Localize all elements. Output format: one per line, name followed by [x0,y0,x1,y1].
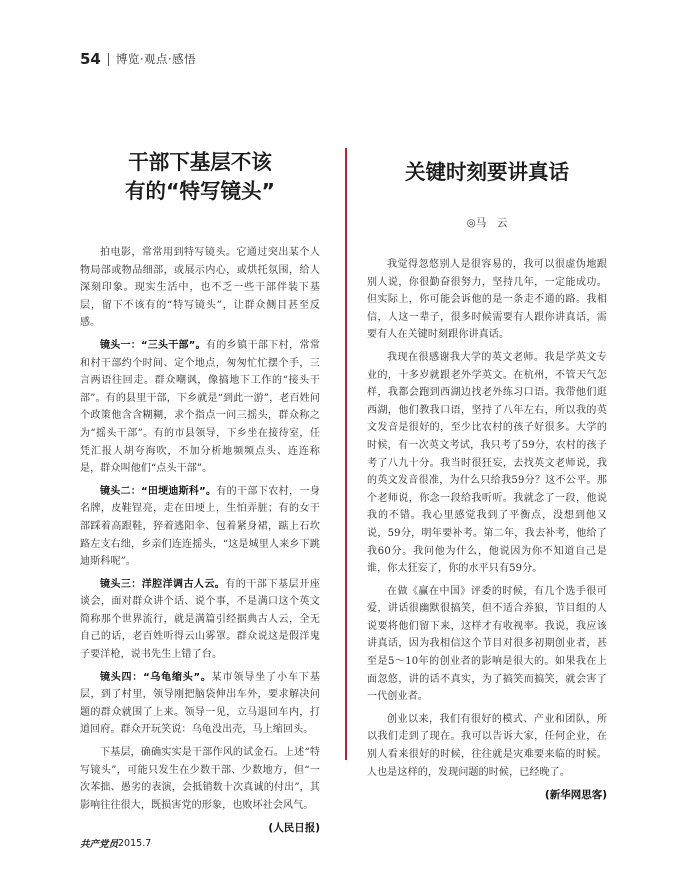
article-paragraph [80,576,320,664]
article-paragraph [367,583,607,706]
article-source: (人民日报) [268,822,320,835]
article-paragraph [80,744,320,814]
page-number: 54 [80,50,101,68]
article-title: 关键时刻要讲真话 [405,160,569,184]
paragraph-text: 创业以来，我们有很好的模式、产业和团队，所以我们走到了现在。我可以告诉大家，任何企业，在别人看来很好的时候，往往就是灾难要来临的时候。人也是这样的，发现问题的时候，已经晚了。 [367,713,607,778]
paragraph-heading: 镜头四：“乌龟缩头”。 [100,671,212,683]
paragraph-heading: 镜头三：洋腔洋调古人云。 [100,578,226,590]
paragraph-text: 我现在很感谢我大学的英文老师。我是学英文专业的，十多岁就跟老外学英文。在杭州，不管天气怎样，我都会跑到西湖边找老外练习口语。我带他们逛西湖，他们教我口语，坚持了八年左右，所以我的英文发音是很好的，至少比农村的孩子好很多。大学的时候，有一次英文考试，我只考了59分，农村的孩子考了八九十分。我当时很狂妄，去找英文老师说，我的英文发音很准，为什么只给我59分？这不公平。那个老师说，你念一段给我听听。我就念了一段，他说我的不错。我心里感觉我到了平衡点，没想到他又说，59分，明年要补考。第二年，我去补考，他给了我60分。我问他为什么，他说因为你不知道自己是谁，你太狂妄了，你的水平只有59分。 [367,351,607,575]
article-body [80,244,320,814]
article-paragraph [367,711,607,781]
section-title: 博览·观点·感悟 [115,52,197,66]
article-title-line2: 有的“特写镜头” [125,179,275,203]
article-left [80,148,320,835]
paragraph-text: 拍电影，常常用到特写镜头。它通过突出某个人物局部或物品细部，或展示内心，或烘托氛围，给人深刻印象。现实生活中，也不乏一些干部伴装下基层，留下不该有的“特写镜头”，让群众侧目甚至反感。 [80,247,320,329]
paragraph-text: 我觉得忽悠别人是很容易的，我可以很虚伪地跟别人说，你很勤奋很努力，坚持几年，一定能成功。但实际上，你可能会诉他的是一条走不通的路。我相信，人这一辈子，很多时候需要有人跟你讲真话，需要有人在关键时刻跟你讲真话。 [367,259,607,341]
article-paragraph [80,669,320,739]
paragraph-text: 下基层，确确实实是干部作风的试金石。上述“特写镜头”，可能只发生在少数干部、少数地方，但“一次苯拙、愚劣的表演，会抵销数十次真诚的付出”，其影响往往很大，既损害党的形象，也败坏社会风气。 [80,747,320,811]
paragraph-text: 有的干部下基层开座谈会，面对群众讲个话、说个事，不是满口这个英文简称那个世界流行，就是满篇引经据典古人云，全无自己的话，老百姓听得云山雾罩。群众说这是假洋鬼子要洋枪，说书先生上错了台。 [80,578,320,661]
paragraph-text: 某市领导坐了小车下基层，到了村里，领导刚把脑袋伸出车外，要求解决问题的群众就围了上来。领导一见，立马退回车内，打道回府。群众开玩笑说：乌龟没出壳，马上缩回头。 [80,671,320,736]
magazine-logo: 共产党员 [80,839,119,850]
article-paragraph [367,256,607,344]
article-title-line1: 干部下基层不该 [128,150,272,174]
column-divider [345,148,347,760]
article-body [367,256,607,781]
paragraph-text: 有的乡镇干部下村，常常和村干部约个时间、定个地点，匆匆忙忙摆个手，三言两语往回走。群众嘲讽，像搞地下工作的“接头干部”。有的县里干部，下乡就是“到此一游”，老百姓问个政策他含含糊糊，求个指点一问三摇头，群众称之为“摇头干部”。有的市县领导，下乡坐在接待室，任凭汇报人胡夸海吹，不加分析地频频点头、连连称是，群众叫他们“点头干部”。 [80,339,320,475]
paragraph-text: 有的干部下农村，一身名牌，皮鞋锃亮，走在田埂上，生怕弄脏；有的女干部踩着高跟鞋，猝着逃阳伞、包着紧身裙，踮上石坎路左支右绌，乡亲们连连摇头，“这是城里人来乡下跳迪斯科呢”。 [80,485,320,568]
page-footer [80,836,151,850]
page-header [80,50,196,68]
article-right [367,148,607,802]
paragraph-heading: 镜头二：“田埂迪斯科”。 [100,485,217,497]
article-paragraph [80,337,320,478]
paragraph-heading: 镜头一：“三头干部”。 [100,339,206,351]
paragraph-text: 在做《赢在中国》评委的时候，有几个选手很可爱，讲话很幽默很搞笑，但不适合养狼，节目组的人说要将他们留下来，这样才有收视率。我说，我应该讲真话，因为我相信这个节目对很多初期创业者，甚至是5～10年的创业者的影响是很大的。如果我在上面忽悠，讲的话不真实，为了搞笑而搞笑，就会害了一代创业者。 [367,585,607,703]
article-paragraph [367,349,607,578]
article-paragraph [80,483,320,571]
article-byline: ◎马 云 [466,217,508,229]
article-paragraph [80,244,320,332]
header-divider [108,53,109,66]
article-title [80,148,320,206]
issue-number: 2015.7 [118,837,152,849]
article-source: (新华网思客) [544,789,607,802]
